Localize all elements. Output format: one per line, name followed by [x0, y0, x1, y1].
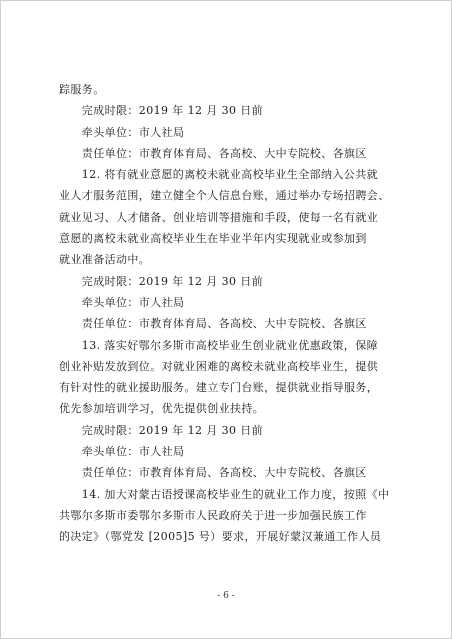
lead-unit-line: 牵头单位：市人社局 [59, 295, 185, 309]
item-12-start: 12. 将有就业意愿的离校未就业高校毕业生全部纳入公共就 [59, 168, 378, 182]
deadline-line: 完成时限：2019 年 12 月 30 日前 [59, 423, 264, 437]
deadline-line: 完成时限：2019 年 12 月 30 日前 [59, 274, 264, 288]
item-14-start: 14. 加大对蒙古语授课高校毕业生的就业工作力度，按照《中 [59, 487, 390, 501]
responsible-unit-line: 责任单位：市教育体育局、各高校、大中专院校、各旗区 [59, 466, 367, 480]
page-number: - 6 - [217, 591, 235, 601]
text-line: 共鄂尔多斯市委鄂尔多斯市人民政府关于进一步加强民族工作 [59, 508, 367, 522]
lead-unit-line: 牵头单位：市人社局 [59, 445, 185, 459]
text-line: 意愿的离校未就业高校毕业生在毕业半年内实现就业或参加到 [59, 232, 367, 246]
text-line: 优先参加培训学习，优先提供创业扶持。 [59, 402, 265, 416]
body-text [59, 79, 390, 548]
text-line: 有针对性的就业援助服务。建立专门台账，提供就业指导服务， [59, 381, 379, 395]
text-line: 就业准备活动中。 [59, 253, 151, 267]
item-13-start: 13. 落实好鄂尔多斯市高校毕业生创业就业优惠政策，保障 [59, 338, 378, 352]
lead-unit-line: 牵头单位：市人社局 [59, 125, 185, 139]
responsible-unit-line: 责任单位：市教育体育局、各高校、大中专院校、各旗区 [59, 146, 367, 160]
text-line: 创业补贴发放到位。对就业困难的离校未就业高校毕业生，提供 [59, 359, 379, 373]
responsible-unit-line: 责任单位：市教育体育局、各高校、大中专院校、各旗区 [59, 317, 367, 331]
text-line: 就业见习、人才储备、创业培训等措施和手段，使每一名有就业 [59, 210, 379, 224]
deadline-line: 完成时限：2019 年 12 月 30 日前 [59, 104, 264, 118]
text-line: 业人才服务范围，建立健全个人信息台账，通过举办专场招聘会、 [59, 189, 390, 203]
text-line: 的决定》（鄂党发 [2005]5 号）要求，开展好蒙汉兼通工作人员 [59, 530, 382, 544]
text-line: 踪服务。 [59, 83, 105, 96]
